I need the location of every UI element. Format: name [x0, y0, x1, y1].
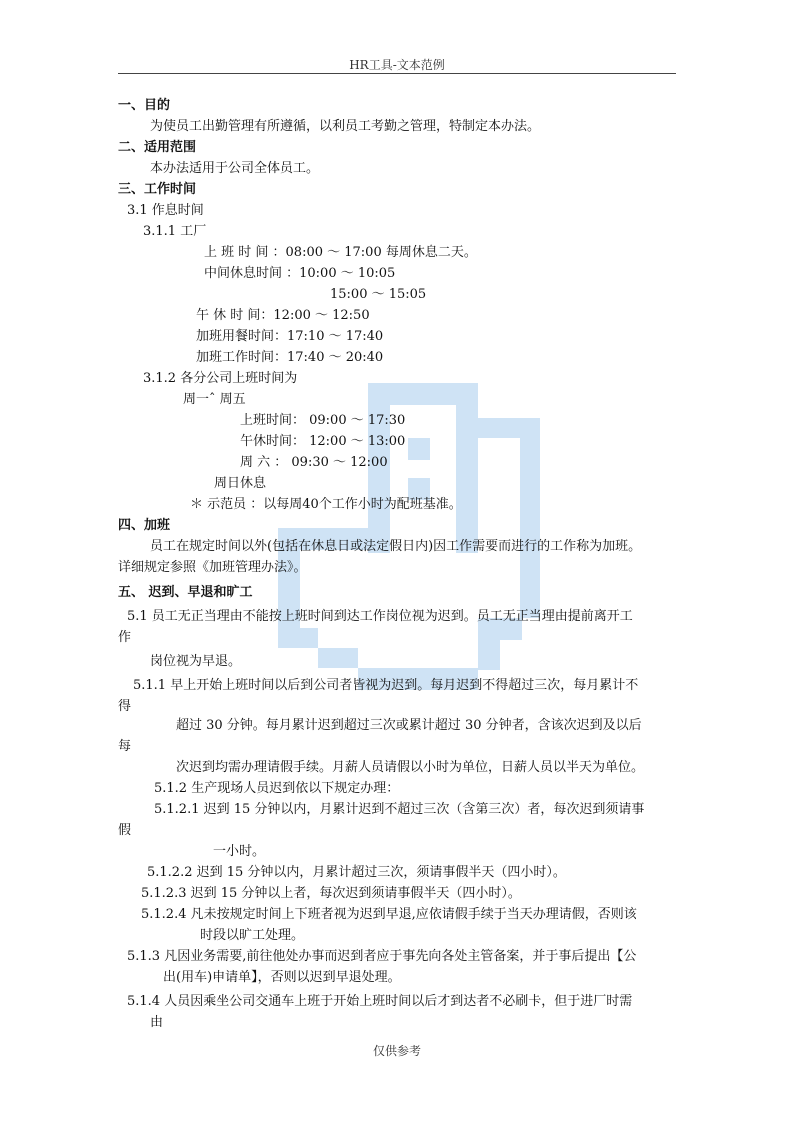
section-heading-purpose: 一、目的 [118, 98, 171, 113]
body-line: 周 六 ： 09:30 ～ 12:00 [240, 455, 388, 470]
body-line: 5.1.2.4 凡未按规定时间上下班者视为迟到早退,应依请假手续于当天办理请假，否则该 [141, 907, 637, 922]
body-line: 次迟到均需办理请假手续。月薪人员请假以小时为单位，日薪人员以半天为单位。 [176, 760, 645, 775]
body-line: 上 班 时 间 ：08:00 ～ 17:00 每周休息二天。 [204, 245, 477, 260]
body-line: ＊ 示范员 ：以每周40个工作小时为配班基准。 [190, 497, 462, 512]
body-line: 详细规定参照《加班管理办法》。 [118, 560, 307, 575]
section-heading-overtime: 四、加班 [118, 518, 171, 533]
body-line: 5.1.2 生产现场人员迟到依以下规定办理： [154, 781, 400, 796]
body-line: 岗位视为早退。 [150, 654, 242, 669]
body-line: 3.1.2 各分公司上班时间为 [143, 371, 298, 386]
body-line: 员工在规定时间以外(包括在休息日或法定假日内)因工作需要而进行的工作称为加班。 [150, 539, 642, 554]
body-line: 5.1 员工无正当理由不能按上班时间到达工作岗位视为迟到。员工无正当理由提前离开工 [127, 609, 633, 624]
body-line: 每 [118, 739, 132, 754]
body-line: 加班用餐时间：17:10 ～ 17:40 [196, 329, 384, 344]
page-footer: 仅供参考 [372, 1044, 421, 1058]
body-line: 5.1.1 早上开始上班时间以后到公司者皆视为迟到。每月迟到不得超过三次，每月累计不 [133, 678, 639, 693]
body-line: 本办法适用于公司全体员工。 [150, 161, 320, 176]
body-line: 5.1.3 凡因业务需要,前往他处办事而迟到者应于事先向各处主管备案，并于事后提出【公 [127, 949, 637, 964]
body-line: 15:00 ～ 15:05 [330, 287, 427, 302]
body-line: 得 [118, 699, 132, 714]
body-line: 由 [150, 1015, 164, 1030]
body-line: 午休时间： 12:00 ～ 13:00 [240, 434, 406, 449]
body-line: 一小时。 [213, 844, 266, 859]
body-line: 午 休 时 间：12:00 ～ 12:50 [196, 308, 370, 323]
body-line: 超过 30 分钟。每月累计迟到超过三次或累计超过 30 分钟者，含该次迟到及以后 [176, 718, 642, 733]
page-header: HR工具-文本范例 [349, 58, 445, 72]
body-line: 3.1.1 工厂 [143, 224, 207, 239]
body-line: 5.1.2.2 迟到 15 分钟以内，月累计超过三次，须请事假半天（四小时）。 [147, 865, 566, 880]
body-line: 5.1.2.3 迟到 15 分钟以上者，每次迟到须请事假半天（四小时）。 [141, 886, 521, 901]
body-line: 5.1.2.1 迟到 15 分钟以内，月累计迟到不超过三次（含第三次）者，每次迟到须请事 [154, 802, 645, 817]
body-line: 周日休息 [214, 476, 267, 491]
body-line: 周一ˆ 周五 [183, 392, 246, 407]
body-line: 加班工作时间：17:40 ～ 20:40 [196, 350, 384, 365]
body-line: 时段以旷工处理。 [200, 928, 305, 943]
body-line: 3.1 作息时间 [127, 203, 204, 218]
body-line: 假 [118, 823, 132, 838]
body-line: 为使员工出勤管理有所遵循，以利员工考勤之管理，特制定本办法。 [150, 119, 541, 134]
body-line: 上班时间： 09:00 ～ 17:30 [240, 413, 406, 428]
section-heading-work-hours: 三、工作时间 [118, 182, 197, 197]
body-line: 作 [118, 630, 132, 645]
section-heading-scope: 二、适用范围 [118, 140, 197, 155]
body-line: 出(用车)申请单】，否则以迟到早退处理。 [163, 970, 401, 985]
body-line: 中间休息时间 ：10:00 ～ 10:05 [204, 266, 396, 281]
body-line: 5.1.4 人员因乘坐公司交通车上班于开始上班时间以后才到达者不必刷卡，但于进厂时需 [127, 994, 633, 1009]
section-heading-lateness: 五、 迟到、早退和旷工 [118, 585, 253, 600]
header-divider [118, 73, 676, 74]
